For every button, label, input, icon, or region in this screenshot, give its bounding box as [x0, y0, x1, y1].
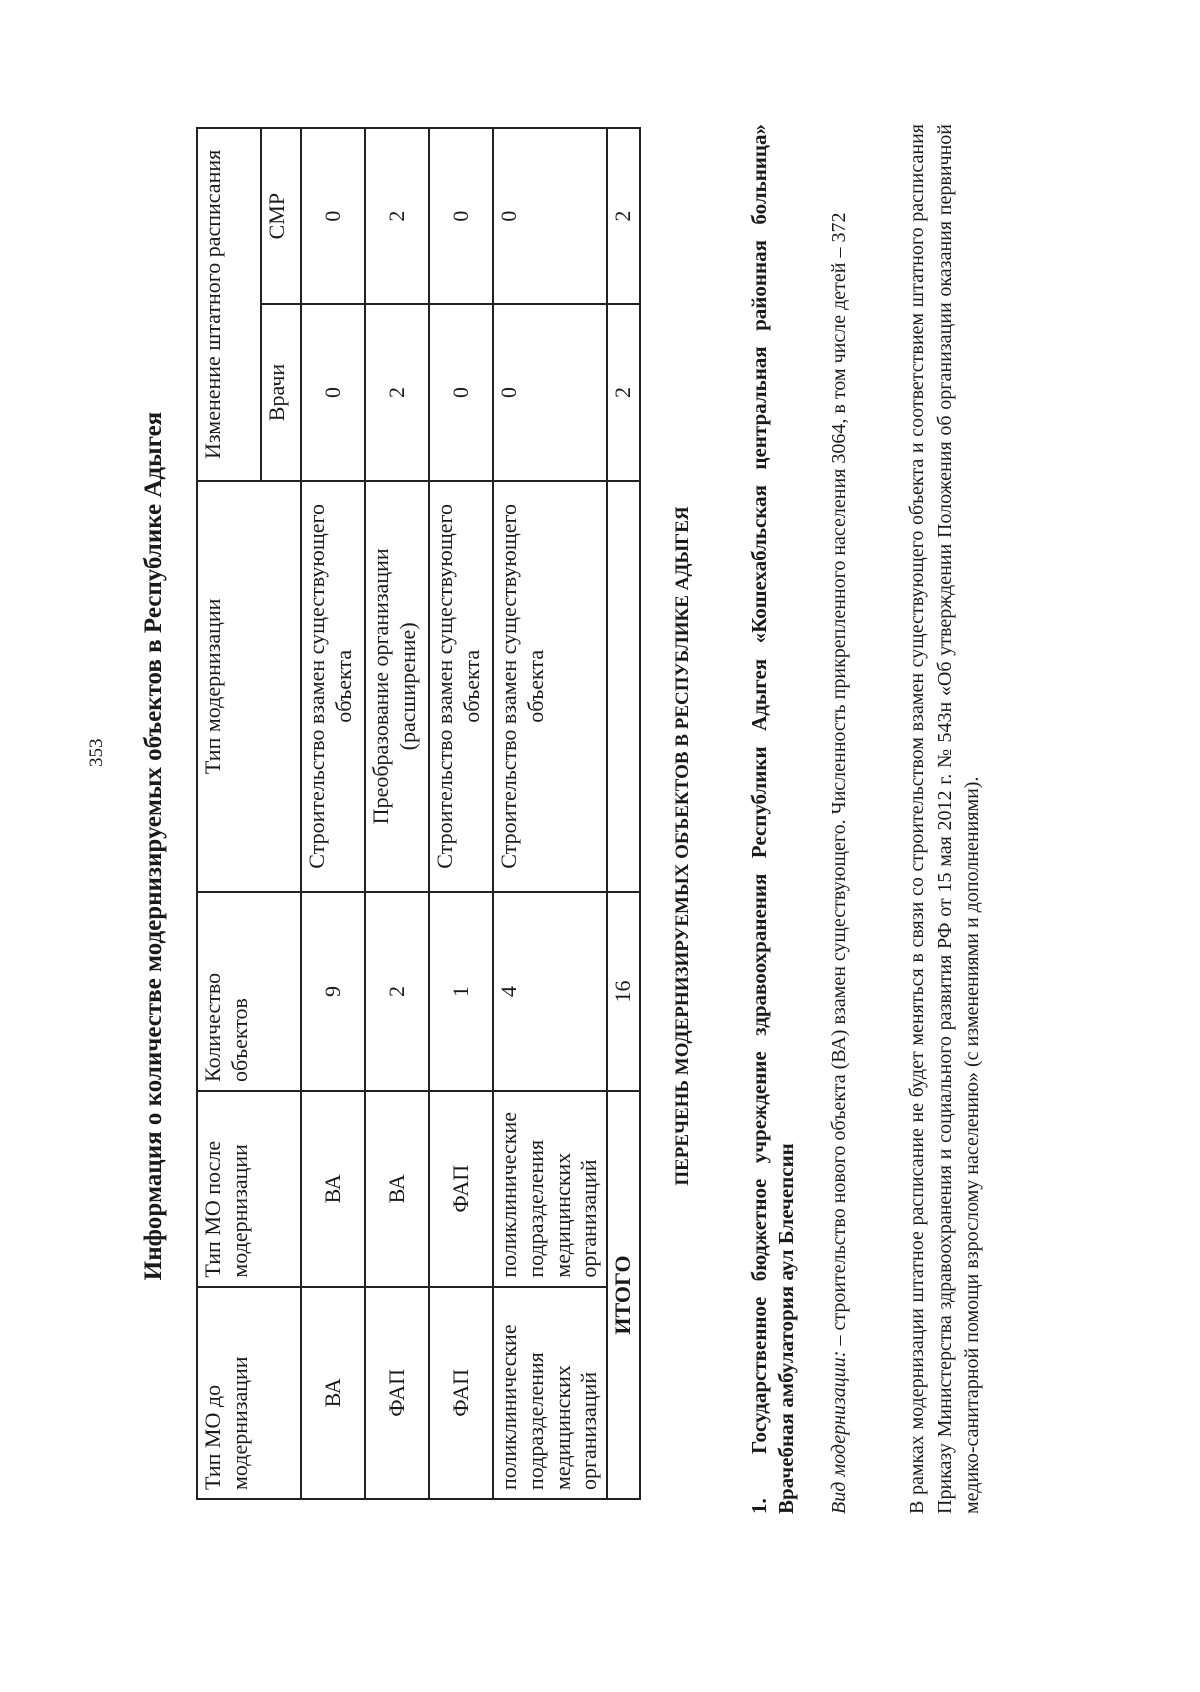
- modernization-type-paragraph: [826, 124, 854, 1514]
- cell-mod-type: Строительство взамен существующего объекта: [301, 481, 365, 892]
- section-number: 1.: [747, 1498, 771, 1514]
- header-mod-type: Тип модернизации: [197, 481, 301, 892]
- table-row: [429, 128, 493, 1499]
- cell-type-after: ФАП: [429, 1091, 493, 1287]
- cell-doctors: 0: [301, 304, 365, 480]
- total-label: ИТОГО: [607, 1091, 640, 1499]
- cell-nurses: 0: [493, 128, 607, 304]
- cell-type-before: ВА: [301, 1287, 365, 1499]
- cell-nurses: 2: [365, 128, 429, 304]
- cell-nurses: 0: [301, 128, 365, 304]
- modernization-table: [196, 127, 641, 1500]
- cell-nurses: 0: [429, 128, 493, 304]
- cell-type-after: поликлинические подразделения медицинских организаций: [493, 1091, 607, 1287]
- header-count: Количество объектов: [197, 892, 301, 1091]
- cell-count: 4: [493, 892, 607, 1091]
- cell-type-before: поликлинические подразделения медицинских организаций: [493, 1287, 607, 1499]
- staffing-paragraph: В рамках модернизации штатное расписание не будет меняться в связи со строительством взамен существующего объекта и соответствием штатного расписания Приказу Министерства здравоохранения и социального развития РФ от 15 мая 2012 г. № 543н «Об утверждении Положения об организации оказания первичной медико-санитарной помощи взрослому населению» (с изменениями и дополнениями).: [906, 124, 984, 1514]
- cell-count: 9: [301, 892, 365, 1091]
- cell-count: 1: [429, 892, 493, 1091]
- cell-mod-type: Строительство взамен существующего объекта: [429, 481, 493, 892]
- cell-type-before: ФАП: [429, 1287, 493, 1499]
- header-type-before: Тип МО до модернизации: [197, 1287, 301, 1499]
- cell-mod-type: Преобразование организации (расширение): [365, 481, 429, 892]
- cell-type-after: ВА: [365, 1091, 429, 1287]
- table-title: Информация о количестве модернизируемых объектов в Республике Адыгея: [140, 411, 167, 1281]
- table-row: [365, 128, 429, 1499]
- header-type-after: Тип МО после модернизации: [197, 1091, 301, 1287]
- cell-type-after: ВА: [301, 1091, 365, 1287]
- section-title: [746, 124, 801, 1514]
- total-doctors: 2: [607, 304, 640, 480]
- cell-type-before: ФАП: [365, 1287, 429, 1499]
- total-count: 16: [607, 892, 640, 1091]
- cell-doctors: 0: [429, 304, 493, 480]
- table-header-row: [197, 128, 261, 1499]
- cell-doctors: 2: [365, 304, 429, 480]
- header-staff-change: Изменение штатного расписания: [197, 128, 261, 481]
- total-empty: [607, 481, 640, 892]
- section-title-text: Государственное бюджетное учреждение здравоохранения Республики Адыгея «Кошехабльская центральная районная больница» Врачебная амбулатория аул Блечепсин: [747, 124, 799, 1514]
- list-title: ПЕРЕЧЕНЬ МОДЕРНИЗИРУЕМЫХ ОБЪЕКТОВ В РЕСПУБЛИКЕ АДЫГЕЯ: [672, 506, 693, 1186]
- mod-type-text: – строительство нового объекта (ВА) взамен существующего. Численность прикрепленного населения 3064, в том числе детей – 372: [828, 212, 850, 1351]
- cell-mod-type: Строительство взамен существующего объекта: [493, 481, 607, 892]
- page-number: 353: [86, 738, 107, 767]
- cell-doctors: 0: [493, 304, 607, 480]
- header-nurses: СМР: [261, 128, 301, 304]
- table-total-row: [607, 128, 640, 1499]
- total-nurses: 2: [607, 128, 640, 304]
- table-row: [493, 128, 607, 1499]
- cell-count: 2: [365, 892, 429, 1091]
- table-row: [301, 128, 365, 1499]
- header-doctors: Врачи: [261, 304, 301, 480]
- mod-type-label: Вид модернизации:: [828, 1350, 850, 1514]
